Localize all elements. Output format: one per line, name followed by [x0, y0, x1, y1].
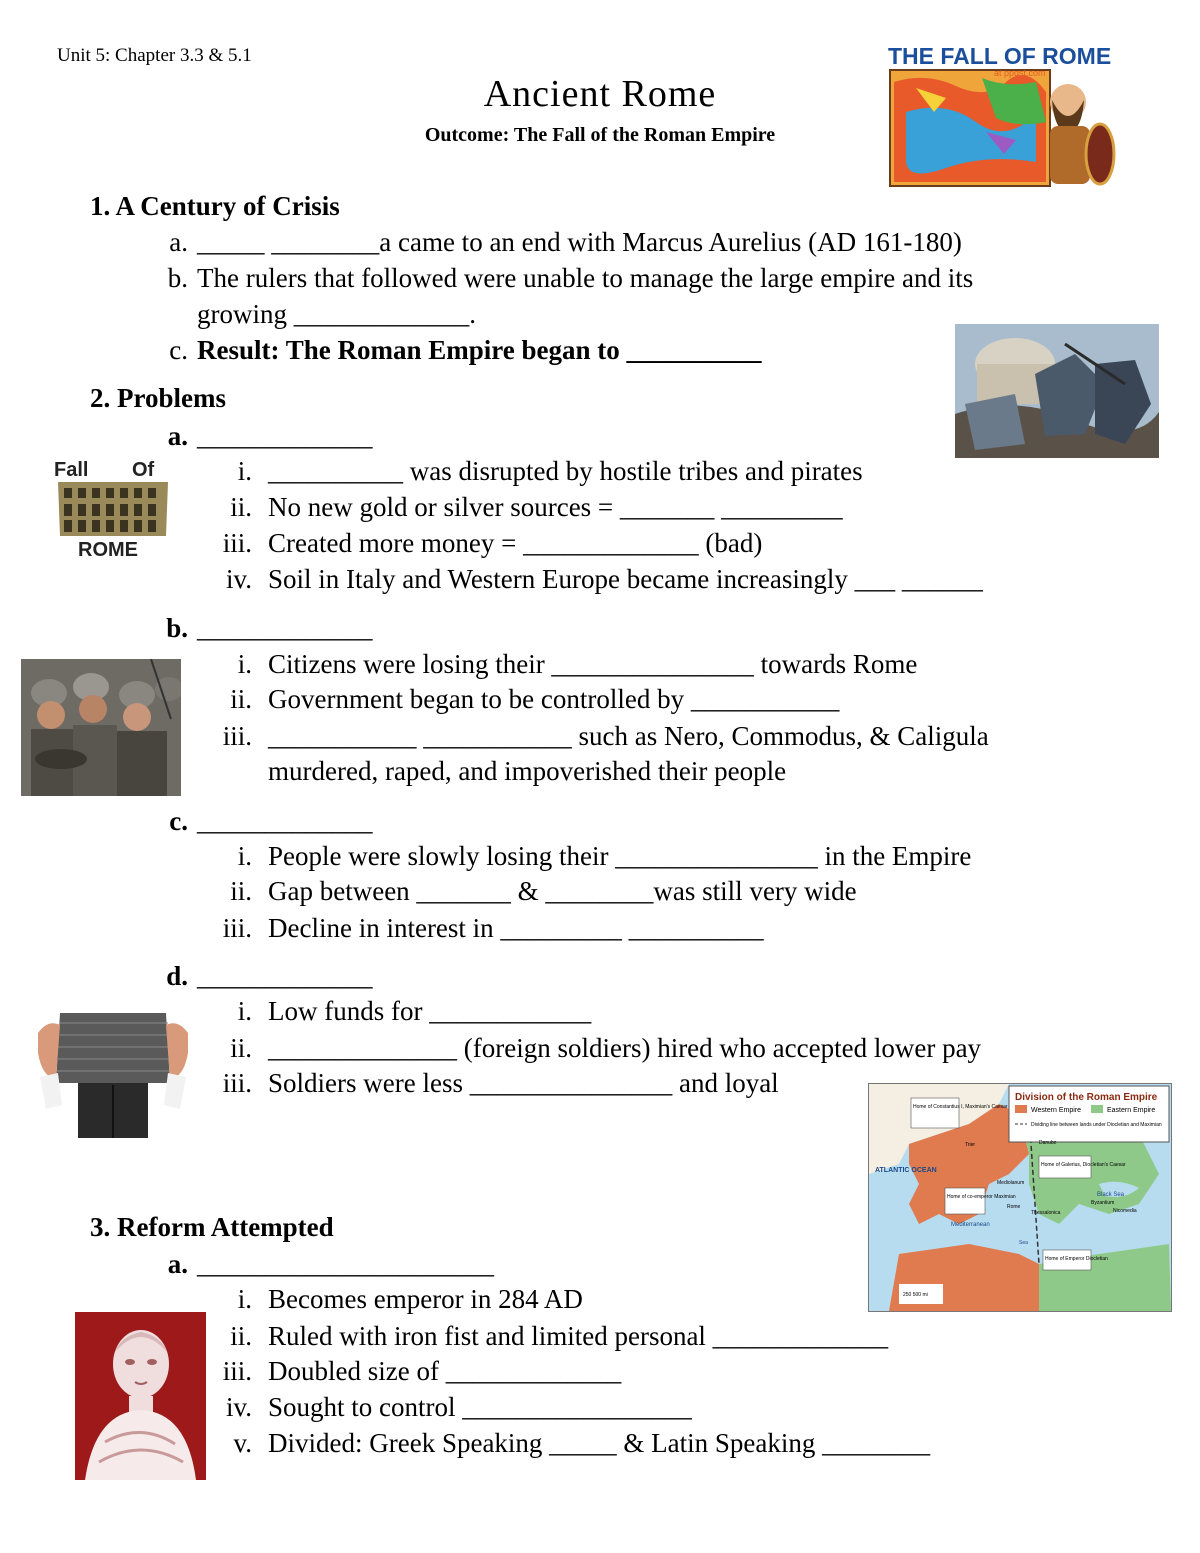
map-label-diocletian: Home of Emperor Diocletian — [1045, 1256, 1108, 1262]
item-1c: Result: The Roman Empire began to __________ — [197, 335, 762, 365]
item-2b: _____________ — [197, 613, 373, 643]
item-2d-i: Low funds for ____________ — [268, 996, 592, 1026]
item-2c-i: People were slowly losing their _______________ in the Empire — [268, 841, 972, 871]
unit-label: Unit 5: Chapter 3.3 & 5.1 — [57, 45, 252, 66]
colosseum-text-of: Of — [132, 459, 155, 481]
invasion-picture — [955, 324, 1159, 458]
page-title: Ancient Rome — [483, 73, 717, 115]
map-black-sea: Black Sea — [1097, 1192, 1125, 1198]
logo-watermark: at ppgst.com — [994, 68, 1046, 78]
item-2a-iv: Soil in Italy and Western Europe became increasingly ___ ______ — [268, 564, 983, 594]
item-3a-iii: Doubled size of _____________ — [268, 1356, 622, 1386]
item-2b-i: Citizens were losing their _______________ towards Rome — [268, 649, 918, 679]
item-2c: _____________ — [197, 806, 373, 836]
logo-title: THE FALL OF ROME — [888, 43, 1112, 69]
soldiers-picture — [21, 659, 181, 796]
item-2b-iii-cont: murdered, raped, and impoverished their people — [268, 756, 787, 786]
item-1a: _____ ________a came to an end with Marcus Aurelius (AD 161-180) — [197, 227, 962, 257]
empty-pockets-picture — [38, 1013, 188, 1138]
item-3a-ii: Ruled with iron fist and limited personal _____________ — [268, 1321, 889, 1351]
map-mediterranean: Mediterranean — [951, 1222, 990, 1228]
map-title: Division of the Roman Empire — [1015, 1092, 1158, 1103]
map-ocean: ATLANTIC OCEAN — [875, 1167, 937, 1174]
fall-of-rome-picture — [886, 42, 1116, 188]
section-2-heading: 2. Problems — [90, 383, 226, 413]
map-legend-west: Western Empire — [1031, 1107, 1082, 1114]
item-2a: _____________ — [197, 421, 373, 451]
colosseum-picture — [52, 452, 178, 564]
item-2c-ii: Gap between _______ & ________was still very wide — [268, 876, 857, 906]
item-3a-iv: Sought to control _________________ — [268, 1392, 692, 1422]
map-label-galerius: Home of Galerius, Diocletian's Caesar — [1041, 1162, 1126, 1168]
map-legend-east: Eastern Empire — [1107, 1107, 1156, 1114]
item-2c-iii: Decline in interest in _________ __________ — [268, 913, 764, 943]
item-3a-i: Becomes emperor in 284 AD — [268, 1284, 583, 1314]
map-legend-line: Dividing line between lands under Diocletian and Maximian — [1031, 1122, 1162, 1128]
item-3a-v: Divided: Greek Speaking _____ & Latin Speaking ________ — [268, 1428, 931, 1458]
item-2d-ii: ______________ (foreign soldiers) hired who accepted lower pay — [268, 1033, 982, 1063]
map-place-byzantium: Byzantium — [1091, 1200, 1115, 1206]
map-place-mediolanum: Mediolanum — [997, 1180, 1025, 1186]
diocletian-bust-picture — [75, 1312, 206, 1480]
colosseum-text-rome: ROME — [78, 539, 138, 561]
map-place-danube: Danube — [1039, 1140, 1057, 1146]
item-2b-ii: Government began to be controlled by ___________ — [268, 684, 840, 714]
item-1b: The rulers that followed were unable to manage the large empire and its — [197, 263, 974, 293]
colosseum-text-fall: Fall — [54, 459, 89, 481]
map-place-sea: Sea — [1019, 1240, 1028, 1246]
item-2a-iii: Created more money = _____________ (bad) — [268, 528, 763, 558]
map-place-trier: Trier — [965, 1142, 976, 1148]
outcome-subtitle: Outcome: The Fall of the Roman Empire — [424, 124, 776, 146]
item-3a: ______________________ — [197, 1249, 494, 1279]
item-1b-cont: growing _____________. — [197, 299, 476, 329]
map-place-thessalonica: Thessalonica — [1031, 1210, 1061, 1216]
map-label-constantius: Home of Constantius I, Maximian's Caesar — [913, 1104, 1008, 1110]
map-label-maximian: Home of co-emperor Maximian — [947, 1194, 1016, 1200]
item-2b-iii: ___________ ___________ such as Nero, Commodus, & Caligula — [268, 721, 989, 751]
division-map-picture — [868, 1083, 1172, 1312]
item-2d: _____________ — [197, 961, 373, 991]
item-2a-ii: No new gold or silver sources = _______ _________ — [268, 492, 843, 522]
item-2d-iii: Soldiers were less _______________ and loyal — [268, 1068, 779, 1098]
map-place-rome: Rome — [1007, 1204, 1021, 1210]
section-3-heading: 3. Reform Attempted — [90, 1212, 334, 1242]
item-2a-i: __________ was disrupted by hostile tribes and pirates — [268, 456, 863, 486]
section-1-heading: 1. A Century of Crisis — [90, 191, 340, 221]
map-scale: 250 500 mi — [903, 1292, 928, 1298]
map-place-nicomedia: Nicomedia — [1113, 1208, 1137, 1214]
